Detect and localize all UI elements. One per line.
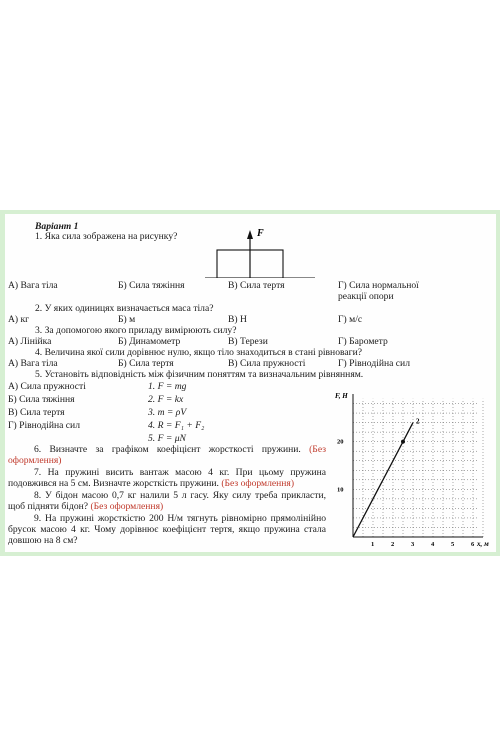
q5-left-a: А) Сила пружності [8,381,86,392]
q9-text: 9. На пружині жорсткістю 200 Н/м тягнуть рівномірно прямолінійно брусок масою 4 кг. Чому дорівнює коефіцієнт тертя, якщо пружина стала довшою на 8 см? [8,513,326,546]
q3-option-a: А) Лінійка [8,336,52,347]
series-label: 2 [416,417,420,426]
q3-option-b: Б) Динамометр [118,336,181,347]
q5-right-2: 2. F = kx [148,394,184,405]
q7-block [8,467,326,489]
q5-left-c: В) Сила тертя [8,407,65,418]
variant-title: Варіант 1 [35,221,79,232]
top-margin [0,0,500,210]
q8-text: 8. У бідон масою 0,7 кг налили 5 л гасу. Яку силу треба прикласти, щоб підняти бідон? [8,490,326,512]
q1-option-b: Б) Сила тяжіння [118,280,185,291]
q9-block [8,513,326,546]
q5-right-3: 3. m = ρV [148,407,187,418]
x-tick-label: 2 [391,541,395,548]
q4-option-a: А) Вага тіла [8,358,58,369]
worksheet-page [5,214,496,552]
q6-block [8,444,326,466]
q2-option-d: Г) м/с [338,314,363,325]
y-tick-label: 10 [337,486,344,494]
q2-text: 2. У яких одиницях визначається маса тіла? [35,303,214,314]
x-tick-label: 3 [411,541,415,548]
q5-text: 5. Установіть відповідність між фізичним поняттям та визначальним рівнянням. [35,369,364,380]
y-tick-label: 20 [337,438,344,446]
q8-note: (Без оформлення) [90,501,164,512]
force-arrowhead [247,230,253,239]
q1-text: 1. Яка сила зображена на рисунку? [35,231,178,242]
q7-text: 7. На пружині висить вантаж масою 4 кг. При цьому пружина подовжився на 5 см. Визначте жорсткість пружини. [8,467,326,489]
spring-force-chart [333,380,493,550]
force-label: F⃗ [257,228,272,239]
y-axis-label: F, Н [335,392,348,400]
x-axis-label: x, м [477,540,489,548]
q4-text: 4. Величина якої сили дорівнює нулю, якщо тіло знаходиться в стані рівноваги? [35,347,362,358]
q5-right-4: 4. R = F₁ + F₂ [148,420,205,431]
q4-option-d: Г) Рівнодійна сил [338,358,410,369]
q6-note: (Без оформлення) [8,444,326,466]
q5-right-1: 1. F = mg [148,381,187,392]
q5-left-d: Г) Рівнодійна сил [8,420,80,431]
marked-point [401,440,405,444]
q1-option-d [338,280,458,291]
q8-block [8,490,326,512]
q1-option-d-cont: реакції опори [338,291,394,302]
q2-option-c: В) Н [228,314,247,325]
q1-option-d-text: Г) Сила нормальної [338,280,419,291]
x-tick-label: 5 [451,541,455,548]
q3-option-c: В) Терези [228,336,268,347]
q7-note: (Без оформлення) [221,478,295,489]
q4-option-b: Б) Сила тертя [118,358,174,369]
q5-right-5: 5. F = μN [148,433,186,444]
x-tick-label: 1 [371,541,375,548]
q4-option-c: В) Сила пружності [228,358,306,369]
q2-option-a: А) кг [8,314,30,325]
x-tick-label: 6 [471,541,475,548]
q3-text: 3. За допомогою якого приладу вимірюють силу? [35,325,237,336]
q1-option-a: А) Вага тіла [8,280,58,291]
q6-text: 6. Визначте за графіком коефіцієнт жорсткості пружини. [34,444,301,455]
q5-left-b: Б) Сила тяжіння [8,394,75,405]
q2-option-b: Б) м [118,314,136,325]
x-tick-label: 4 [431,541,435,548]
q3-option-d: Г) Барометр [338,336,388,347]
bottom-margin [0,556,500,734]
q1-option-c: В) Сила тертя [228,280,285,291]
q1-figure [205,220,315,278]
